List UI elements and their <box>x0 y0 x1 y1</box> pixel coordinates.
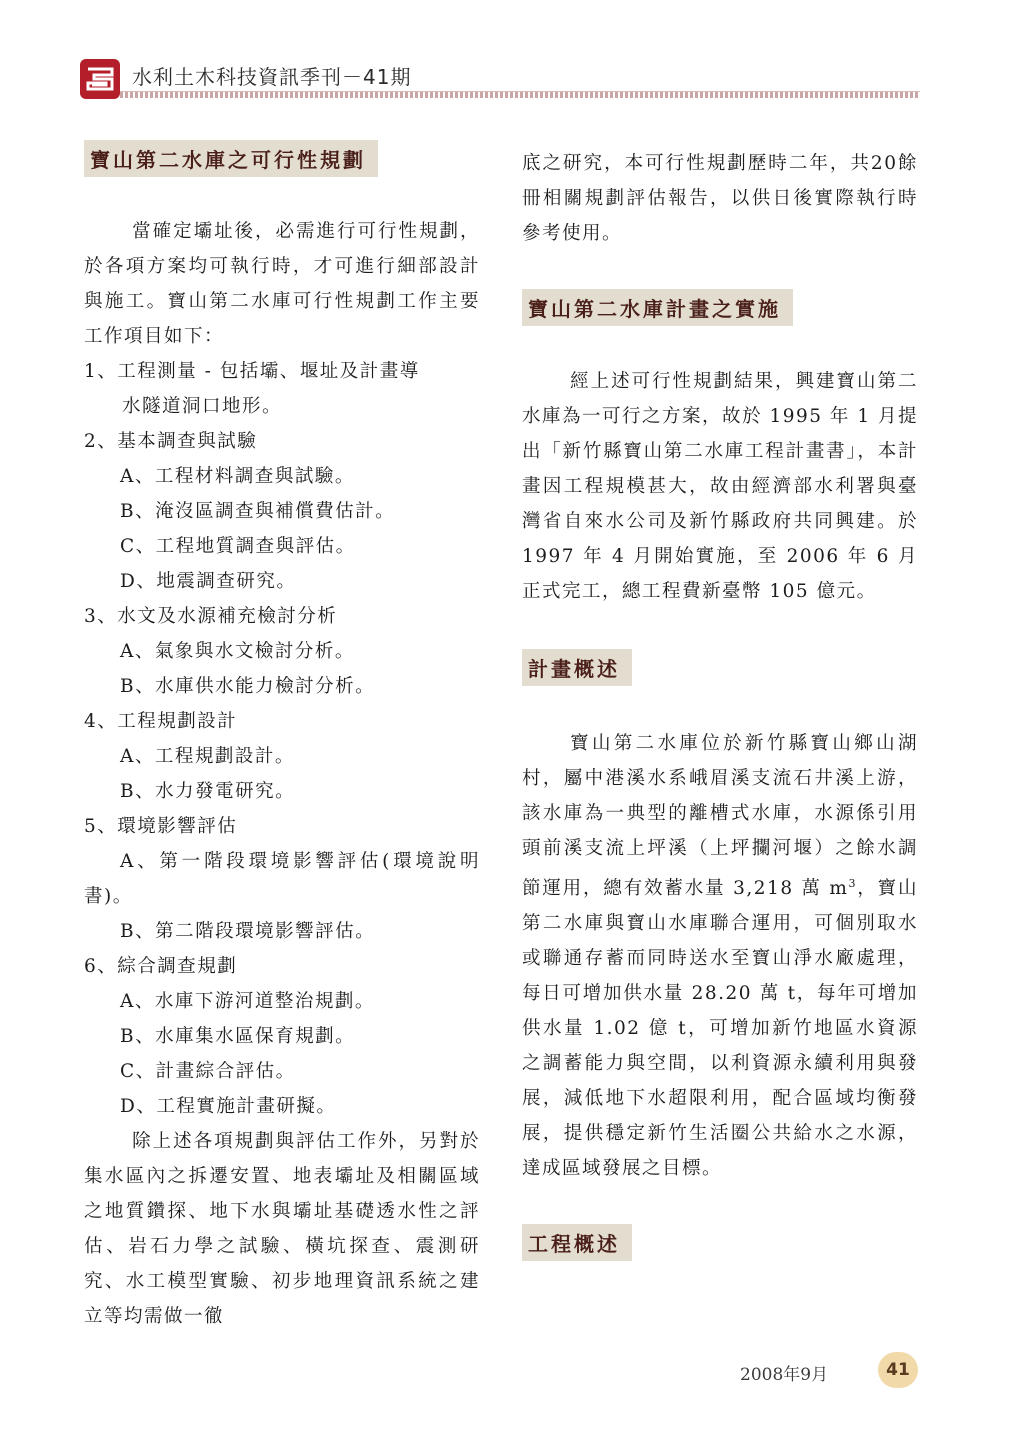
left-column <box>84 140 480 1334</box>
closing-paragraph: 除上述各項規劃與評估工作外，另對於集水區內之拆遷安置、地表壩址及相關區域之地質鑽探、地下水與壩址基礎透水性之評估、岩石力學之試驗、橫坑探查、震測研究、水工模型實驗、初步地理資訊系統之建立等均需做一徹 <box>84 1131 480 1327</box>
section-heading-implementation: 寶山第二水庫計畫之實施 <box>522 289 793 326</box>
work-subitem: D、地震調查研究。 <box>120 571 297 592</box>
journal-title: 水利土木科技資訊季刊－41期 <box>132 65 412 89</box>
work-subitem: A、氣象與水文檢討分析。 <box>120 641 355 662</box>
work-item: 3、水文及水源補充檢討分析 <box>84 606 338 627</box>
overview-text-a: 寶山第二水庫位於新竹縣寶山鄉山湖村，屬中港溪水系峨眉溪支流石井溪上游，該水庫為一典型的離槽式水庫，水源係引用頭前溪支流上坪溪（上坪攔河堰）之餘水調節運用，總有效蓄水量 3,218 萬 m <box>522 733 918 900</box>
overview-paragraph <box>522 726 918 1186</box>
work-subitem: A、水庫下游河道整治規劃。 <box>120 991 375 1012</box>
work-subitem: B、水力發電研究。 <box>120 781 296 802</box>
page-number: 41 <box>878 1352 918 1388</box>
continuation-paragraph: 底之研究，本可行性規劃歷時二年，共20餘冊相關規劃評估報告，以供日後實際執行時參考使用。 <box>522 153 918 244</box>
work-subitem: A、工程材料調查與試驗。 <box>120 466 355 487</box>
work-item-list <box>84 354 480 1124</box>
work-item: 6、綜合調查規劃 <box>84 956 238 977</box>
work-subitem: 水隧道洞口地形。 <box>122 396 283 417</box>
work-item: 2、基本調查與試驗 <box>84 431 258 452</box>
implementation-paragraph: 經上述可行性規劃結果，興建寶山第二水庫為一可行之方案，故於 1995 年 1 月提出「新竹縣寶山第二水庫工程計畫書」，本計畫因工程規模甚大，故由經濟部水利署與臺灣省自來水公司及新竹縣政府共同興建。於 1997 年 4 月開始實施，至 2006 年 6 月正式完工，總工程費新臺幣 105 億元。 <box>522 371 918 602</box>
journal-logo-icon <box>80 59 120 99</box>
section-heading-feasibility: 寶山第二水庫之可行性規劃 <box>84 140 378 177</box>
section-heading-overview: 計畫概述 <box>522 649 632 686</box>
work-subitem: B、第二階段環境影響評估。 <box>120 921 376 942</box>
work-subitem: A、第一階段環境影響評估(環境說明書)。 <box>84 851 480 907</box>
overview-text-b: ，寶山第二水庫與寶山水庫聯合運用，可個別取水或聯通存蓄而同時送水至寶山淨水廠處理，每日可增加供水量 28.20 萬 t，每年可增加供水量 1.02 億 t，可增加新竹地區水資源之調蓄能力與空間，以利資源永續利用與發展，減低地下水超限利用，配合區域均衡發展，提供穩定新竹生活圈公共給水之水源，達成區域發展之目標。 <box>522 878 918 1180</box>
work-item: 5、環境影響評估 <box>84 816 238 837</box>
overview-superscript: 3 <box>848 877 857 890</box>
work-subitem: C、計畫綜合評估。 <box>120 1061 296 1082</box>
work-subitem: B、水庫供水能力檢討分析。 <box>120 676 376 697</box>
work-subitem: B、淹沒區調查與補償費估計。 <box>120 501 396 522</box>
work-subitem: D、工程實施計畫研擬。 <box>120 1096 337 1117</box>
header-divider <box>120 91 920 98</box>
issue-date: 2008年9月 <box>740 1365 829 1385</box>
page-footer <box>740 1350 940 1390</box>
work-subitem: B、水庫集水區保育規劃。 <box>120 1026 356 1047</box>
page-header <box>80 55 920 107</box>
work-item: 1、工程測量 - 包括壩、堰址及計畫導 <box>84 361 420 382</box>
right-column <box>522 146 918 1261</box>
section-heading-engineering: 工程概述 <box>522 1224 632 1261</box>
work-subitem: A、工程規劃設計。 <box>120 746 295 767</box>
work-subitem: C、工程地質調查與評估。 <box>120 536 356 557</box>
intro-paragraph: 當確定壩址後，必需進行可行性規劃，於各項方案均可執行時，才可進行細部設計與施工。寶山第二水庫可行性規劃工作主要工作項目如下： <box>84 221 480 347</box>
work-item: 4、工程規劃設計 <box>84 711 238 732</box>
